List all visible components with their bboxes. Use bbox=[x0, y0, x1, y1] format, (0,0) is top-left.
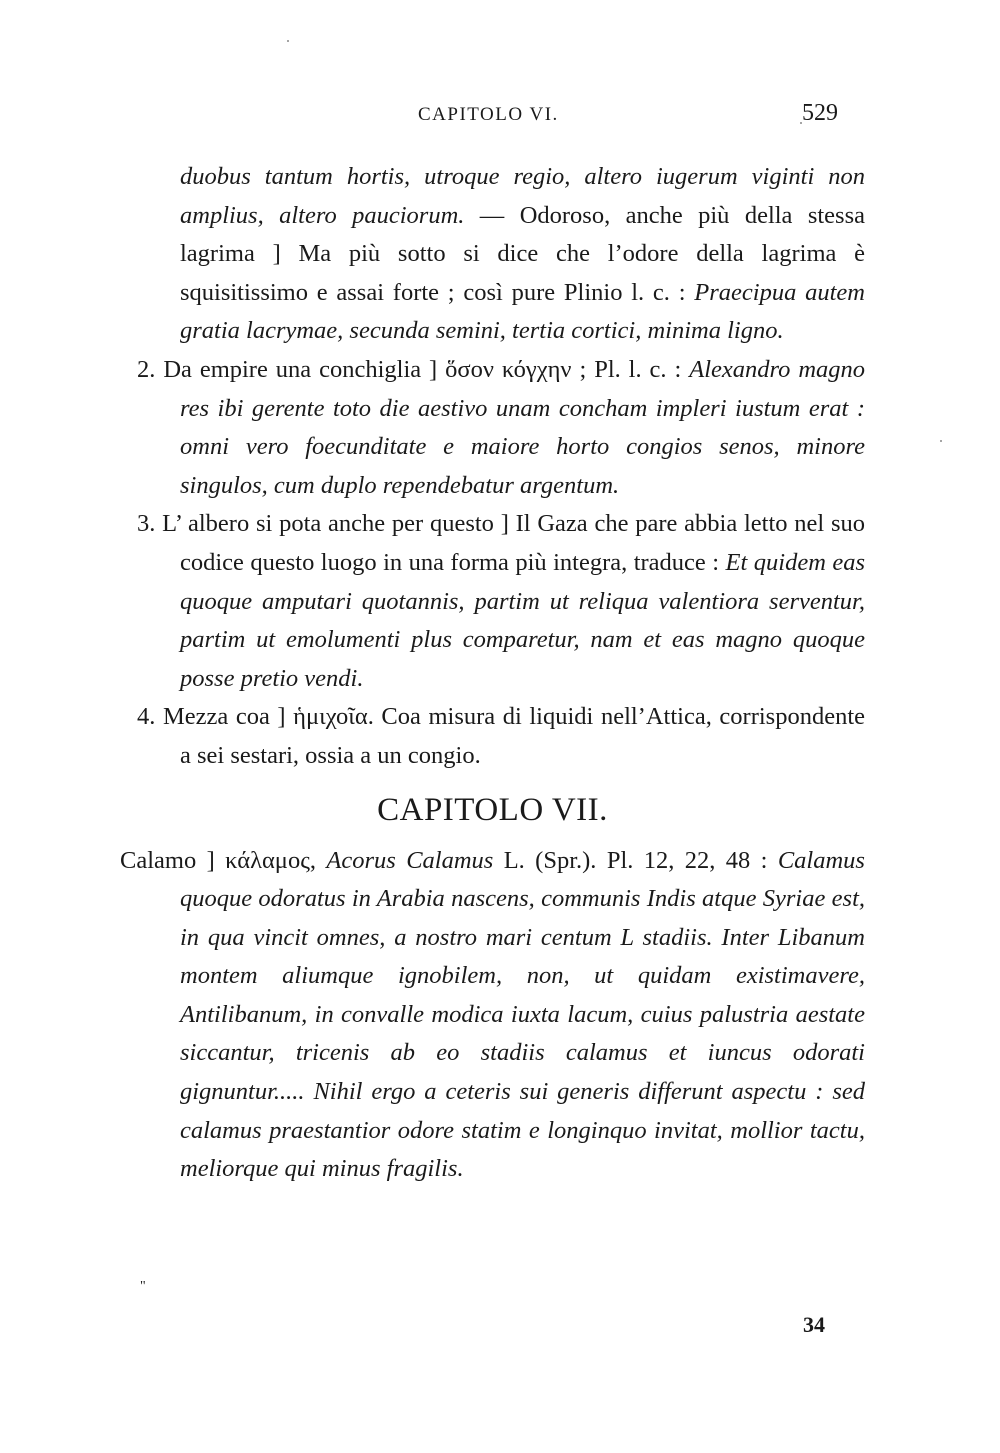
note-1-continuation bbox=[120, 158, 865, 351]
running-title: CAPITOLO VI. bbox=[418, 104, 559, 125]
latin-quote: duobus tantum hortis, utroque regio, altero iugerum viginti non amplius, altero pauciorum. bbox=[180, 163, 865, 229]
latin-species-name: Acorus Calamus bbox=[326, 846, 494, 874]
note-number: 3. bbox=[137, 510, 156, 538]
note-number: 4. bbox=[137, 703, 156, 731]
calamo-note bbox=[120, 842, 865, 1189]
commentary-text: L. (Spr.). Pl. 12, 22, 48 : bbox=[493, 846, 778, 874]
note-2 bbox=[120, 351, 865, 505]
commentary-text: Da empire una conchiglia ] ὅσον κόγχην ; Pl. l. c. : bbox=[163, 355, 690, 383]
body-text bbox=[120, 158, 865, 1189]
commentary-text: Mezza coa ] ἡμιχοῖα. Coa misura di liquidi nell’Attica, corrispondente a sei sestari, ossia a un congio. bbox=[162, 703, 865, 769]
signature-mark: 34 bbox=[803, 1312, 825, 1337]
commentary-text: — Odoroso, anche più della stessa lagrima ] Ma più sotto si dice che l’odore della lagrima è squisitissimo e assai forte ; così pure Plinio l. c. : bbox=[180, 201, 865, 306]
paper-speck bbox=[940, 440, 942, 442]
note-4 bbox=[120, 698, 865, 775]
note-3 bbox=[120, 505, 865, 698]
commentary-text: L’ albero si pota anche per questo ] Il Gaza che pare abbia letto nel suo codice questo luogo in una forma più integra, traduce : bbox=[162, 510, 866, 576]
latin-quote: Et quidem eas quoque amputari quotannis, partim ut reliqua valentiora serventur, partim ut emolumenti plus comparetur, nam et eas magno quoque posse pretio vendi. bbox=[180, 548, 865, 692]
note-number: 2. bbox=[137, 355, 156, 383]
chapter-heading: CAPITOLO VII. bbox=[377, 791, 608, 828]
commentary-text: Calamo ] κάλαμος, bbox=[120, 846, 327, 874]
running-head bbox=[180, 100, 840, 134]
paper-speck bbox=[287, 40, 289, 42]
paper-speck bbox=[800, 122, 802, 124]
margin-mark: " bbox=[140, 1279, 146, 1294]
latin-quote: Praecipua autem gratia lacrymae, secunda semini, tertia cortici, minima ligno. bbox=[180, 278, 865, 345]
latin-quote: Calamus quoque odoratus in Arabia nascens, communis Indis atque Syriae est, in qua vincit omnes, a nostro mari centum L stadiis. Inter Libanum montem aliumque ignobilem, non, ut quidam existimavere, Antilibanum, in convalle modica iuxta lacum, cuius palustria aestate siccantur, tricenis ab eo stadiis calamus et iuncus odorati gignuntur..... Nihil ergo a ceteris sui generis differunt aspectu : sed calamus praestantior odore statim e longinquo invitat, mollior tactu, meliorque qui minus fragilis. bbox=[180, 846, 865, 1183]
page-number: 529 bbox=[802, 100, 838, 126]
latin-quote: Alexandro magno res ibi gerente toto die aestivo unam concham impleri iustum erat : omni vero foecunditate e maiore horto congios senos, minore singulos, cum duplo rependebatur argentum. bbox=[180, 355, 866, 499]
